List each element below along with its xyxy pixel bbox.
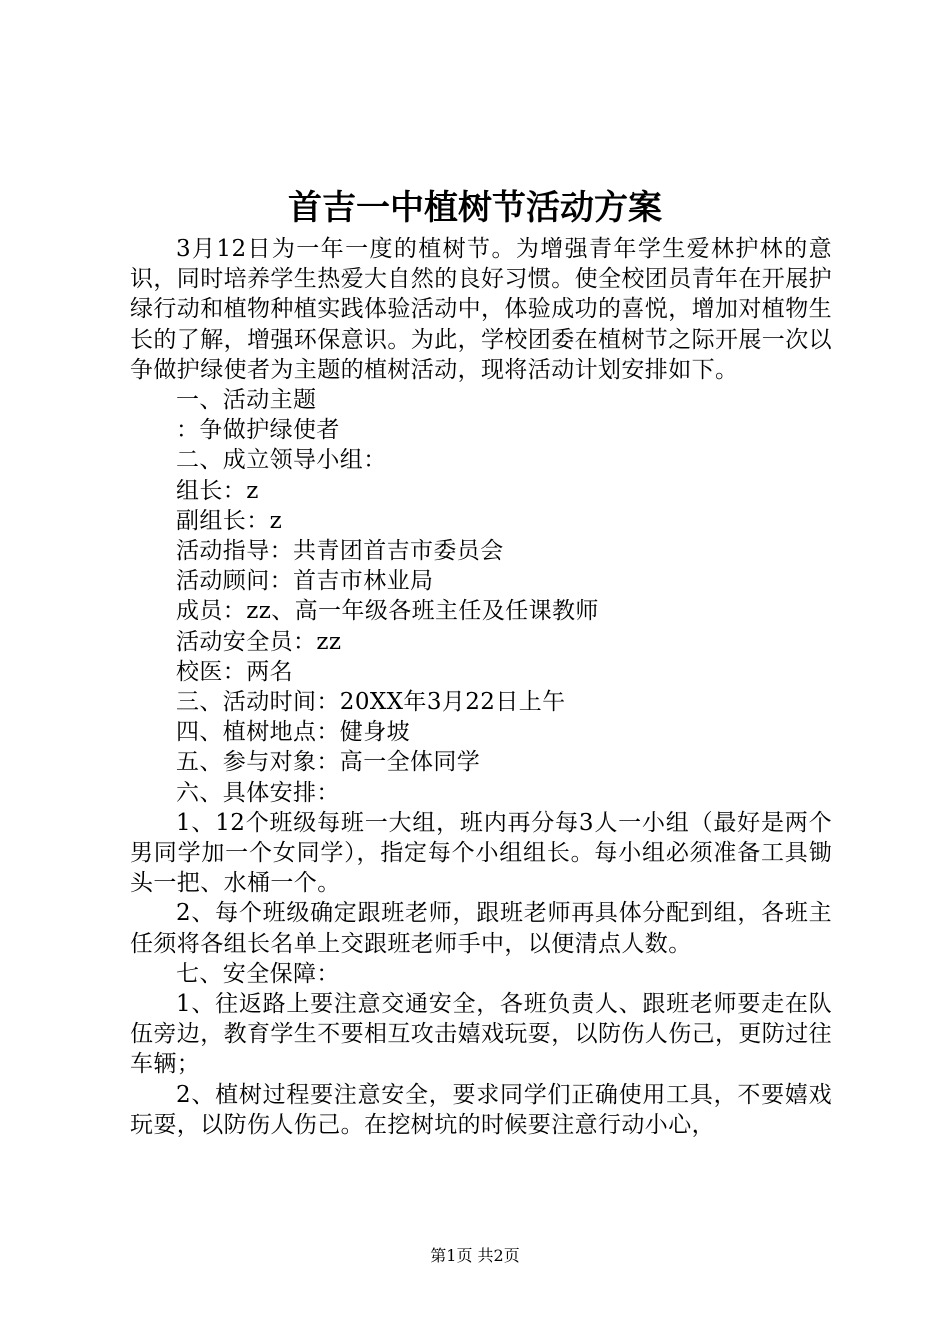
section-heading-safety: 七、安全保障： <box>176 960 340 987</box>
activity-time-line: 三、活动时间：20XX年3月22日上午 <box>176 689 566 716</box>
document-body <box>130 234 832 1140</box>
section-heading-theme: 一、活动主题 <box>176 387 317 414</box>
activity-guide-line: 活动指导：共青团首吉市委员会 <box>176 538 504 565</box>
safety-paragraph-2: 2、植树过程要注意安全，要求同学们正确使用工具，不要嬉戏玩耍，以防伤人伤己。在挖树坑的时候要注意行动小心， <box>130 1081 832 1138</box>
leader-line: 组长：z <box>176 477 259 504</box>
document-title: 首吉一中植树节活动方案 <box>288 188 662 228</box>
activity-advisor-line: 活动顾问：首吉市林业局 <box>176 568 434 595</box>
section-heading-arrangements: 六、具体安排： <box>176 779 340 806</box>
intro-paragraph: 3月12日为一年一度的植树节。为增强青年学生爱林护林的意识，同时培养学生热爱大自然的良好习惯。使全校团员青年在开展护绿行动和植物种植实践体验活动中，体验成功的喜悦，增加对植物生长的了解，增强环保意识。为此，学校团委在植树节之际开展一次以争做护绿使者为主题的植树活动，现将活动计划安排如下。 <box>130 236 832 383</box>
arrangement-paragraph-1: 1、12个班级每班一大组，班内再分每3人一小组（最好是两个男同学加一个女同学），指定每个小组组长。每小组必须准备工具锄头一把、水桶一个。 <box>130 809 832 897</box>
safety-officer-line: 活动安全员：zz <box>176 628 342 655</box>
section-heading-leadership: 二、成立领导小组： <box>176 447 387 474</box>
vice-leader-line: 副组长：z <box>176 507 283 534</box>
members-line: 成员：zz、高一年级各班主任及任课教师 <box>176 598 599 625</box>
safety-paragraph-1: 1、往返路上要注意交通安全，各班负责人、跟班老师要走在队伍旁边，教育学生不要相互攻击嬉戏玩耍，以防伤人伤己，更防过往车辆； <box>130 991 832 1078</box>
activity-theme: ：争做护绿使者 <box>176 417 340 444</box>
arrangement-paragraph-2: 2、每个班级确定跟班老师，跟班老师再具体分配到组，各班主任须将各组长名单上交跟班老师手中，以便清点人数。 <box>130 900 832 957</box>
school-doctor-line: 校医：两名 <box>176 658 293 685</box>
location-line: 四、植树地点：健身坡 <box>176 719 410 746</box>
participants-line: 五、参与对象：高一全体同学 <box>176 749 481 776</box>
page-footer: 第1页 共2页 <box>430 1246 520 1265</box>
